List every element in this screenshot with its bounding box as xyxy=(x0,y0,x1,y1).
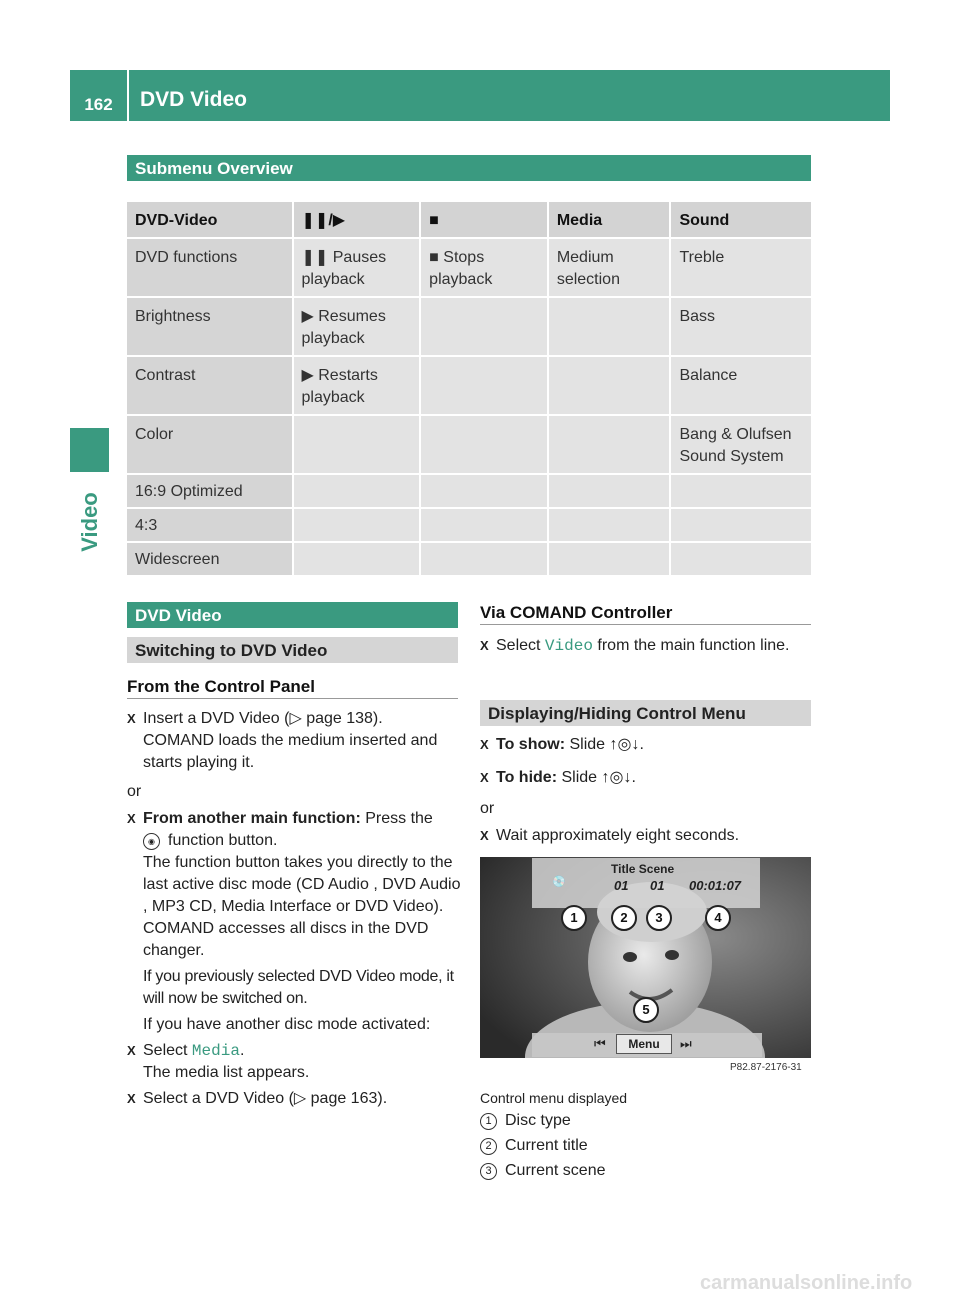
step-arrow-icon: X xyxy=(127,1043,136,1058)
table-cell: DVD functions xyxy=(127,239,292,296)
legend-list xyxy=(480,1110,815,1182)
legend-number: 2 xyxy=(480,1138,497,1155)
table-cell xyxy=(294,416,420,473)
table-cell: ❚❚ Pauses playback xyxy=(294,239,420,296)
table-cell xyxy=(421,543,547,575)
table-cell: Brightness xyxy=(127,298,292,355)
dvd-video-section-title: DVD Video xyxy=(127,602,458,628)
submenu-header-row xyxy=(127,202,811,237)
step-select-media xyxy=(127,1040,462,1084)
step-label: From another main function: xyxy=(143,810,361,827)
step-label: To hide: xyxy=(496,769,558,786)
callout-5: 5 xyxy=(633,997,659,1023)
photo-caption: Control menu displayed xyxy=(480,1090,628,1106)
table-row xyxy=(127,357,811,414)
osd-title-value: 01 xyxy=(614,878,629,893)
header-divider xyxy=(127,70,129,121)
step-arrow-icon: X xyxy=(480,737,489,752)
table-cell: Medium selection xyxy=(549,239,670,296)
table-cell xyxy=(549,416,670,473)
table-cell: Bang & Olufsen Sound System xyxy=(671,416,811,473)
step-text xyxy=(143,830,462,852)
table-cell xyxy=(421,357,547,414)
control-menu-section-title: Displaying/Hiding Control Menu xyxy=(480,700,811,726)
table-cell: 16:9 Optimized xyxy=(127,475,292,507)
submenu-overview-title: Submenu Overview xyxy=(127,155,811,181)
step-text-part: Wait approximately eight seconds. xyxy=(496,827,740,844)
step-text xyxy=(143,808,462,830)
table-cell xyxy=(421,416,547,473)
step-text-part: Select xyxy=(143,1042,188,1059)
table-cell xyxy=(294,475,420,507)
step-arrow-icon: X xyxy=(127,811,136,826)
osd-time-value: 00:01:07 xyxy=(689,878,742,893)
right-steps xyxy=(480,734,815,847)
table-cell xyxy=(421,298,547,355)
table-cell xyxy=(549,509,670,541)
step-text-part: Press the xyxy=(365,810,433,827)
legend-number: 1 xyxy=(480,1113,497,1130)
legend-text: Current scene xyxy=(505,1162,606,1179)
step-arrow-icon: X xyxy=(127,711,136,726)
table-cell xyxy=(294,509,420,541)
watermark: carmanualsonline.info xyxy=(700,1272,913,1294)
step-note: If you previously selected DVD Video mode, it will now be switched on. xyxy=(143,968,454,1007)
legend-number: 3 xyxy=(480,1163,497,1180)
step-hide xyxy=(480,767,815,789)
page-title: DVD Video xyxy=(140,88,247,111)
comand-controller-heading: Via COMAND Controller xyxy=(480,603,673,622)
table-cell xyxy=(421,475,547,507)
step-text-part: function button. xyxy=(168,832,278,849)
step-select-dvd xyxy=(127,1088,462,1110)
header-cell: Media xyxy=(549,202,670,237)
side-tab-marker xyxy=(70,428,109,472)
table-cell xyxy=(421,509,547,541)
step-select-video xyxy=(480,635,831,657)
table-cell: ▶ Resumes playback xyxy=(294,298,420,355)
osd-title-scene: Title Scene xyxy=(611,862,675,876)
submenu-table xyxy=(125,200,813,577)
step-arrow-icon: X xyxy=(480,770,489,785)
table-cell xyxy=(549,298,670,355)
table-cell: Treble xyxy=(671,239,811,296)
step-show xyxy=(480,734,815,756)
table-cell: Color xyxy=(127,416,292,473)
header-cell: ❚❚/▶ xyxy=(294,202,420,237)
table-row xyxy=(127,509,811,541)
or-text: or xyxy=(480,800,495,817)
video-command: Video xyxy=(544,637,593,655)
table-row xyxy=(127,298,811,355)
table-cell xyxy=(671,509,811,541)
step-text-part: Slide ↑◎↓. xyxy=(561,769,636,786)
disc-type-icon: 💿 xyxy=(552,876,566,888)
legend-item xyxy=(480,1135,815,1157)
or-text: or xyxy=(127,783,142,800)
table-cell: 4:3 xyxy=(127,509,292,541)
step-text: Insert a DVD Video (▷ page 138). xyxy=(143,710,383,727)
media-command: Media xyxy=(191,1042,240,1060)
callout-1: 1 xyxy=(561,905,587,931)
step-note: If you have another disc mode activated: xyxy=(143,1016,431,1033)
step-result: The media list appears. xyxy=(143,1064,310,1081)
table-row xyxy=(127,475,811,507)
step-wait xyxy=(480,825,815,847)
table-cell: Contrast xyxy=(127,357,292,414)
table-cell xyxy=(549,357,670,414)
header-cell: DVD-Video xyxy=(127,202,292,237)
legend-text: Disc type xyxy=(505,1112,571,1129)
switching-subtitle: Switching to DVD Video xyxy=(127,637,458,663)
disc-icon: ◉ xyxy=(143,833,160,850)
table-cell xyxy=(671,543,811,575)
callout-4: 4 xyxy=(705,905,731,931)
table-cell: Widescreen xyxy=(127,543,292,575)
step-from-main xyxy=(127,808,462,1036)
step-arrow-icon: X xyxy=(480,828,489,843)
page-number: 162 xyxy=(84,95,113,114)
step-text-part: from the main function line. xyxy=(597,637,790,654)
callout-2: 2 xyxy=(611,905,637,931)
table-cell xyxy=(294,543,420,575)
table-cell xyxy=(671,475,811,507)
table-cell: Bass xyxy=(671,298,811,355)
heading-rule xyxy=(480,624,811,625)
step-text xyxy=(143,1040,462,1062)
step-arrow-icon: X xyxy=(127,1091,136,1106)
table-row xyxy=(127,239,811,296)
legend-item xyxy=(480,1160,815,1182)
previous-icon: ⏮ xyxy=(594,1036,606,1051)
step-text-part: . xyxy=(239,1042,245,1059)
side-tab xyxy=(68,482,112,562)
step-text: Select a DVD Video (▷ page 163). xyxy=(143,1090,388,1107)
heading-rule xyxy=(127,698,458,699)
control-panel-heading: From the Control Panel xyxy=(127,677,315,696)
legend-item xyxy=(480,1110,815,1132)
step-text-part: Slide ↑◎↓. xyxy=(569,736,644,753)
step-label: To show: xyxy=(496,736,566,753)
table-cell: ▶ Restarts playback xyxy=(294,357,420,414)
step-insert xyxy=(127,708,462,774)
osd-scene-value: 01 xyxy=(650,878,665,893)
table-cell xyxy=(549,475,670,507)
header-cell: Sound xyxy=(671,202,811,237)
table-cell: ■ Stops playback xyxy=(421,239,547,296)
table-row xyxy=(127,543,811,575)
table-row xyxy=(127,416,811,473)
next-icon: ⏭ xyxy=(680,1036,692,1051)
step-result: The function button takes you directly to the last active disc mode (CD Audio , DVD Audio , MP3 CD, Media Interface or DVD Video). COMAND accesses all discs in the DVD changer. xyxy=(143,854,461,959)
step-result: COMAND loads the medium inserted and starts playing it. xyxy=(143,732,438,771)
osd-menu-button: Menu xyxy=(616,1034,672,1054)
callout-3: 3 xyxy=(646,905,672,931)
left-steps xyxy=(127,708,462,1110)
table-cell: Balance xyxy=(671,357,811,414)
step-arrow-icon: X xyxy=(480,638,489,653)
table-cell xyxy=(549,543,670,575)
header-cell: ■ xyxy=(421,202,547,237)
image-code: P82.87-2176-31 xyxy=(730,1062,802,1073)
legend-text: Current title xyxy=(505,1137,588,1154)
side-tab-label: Video xyxy=(77,492,102,552)
step-text-part: Select xyxy=(496,637,541,654)
